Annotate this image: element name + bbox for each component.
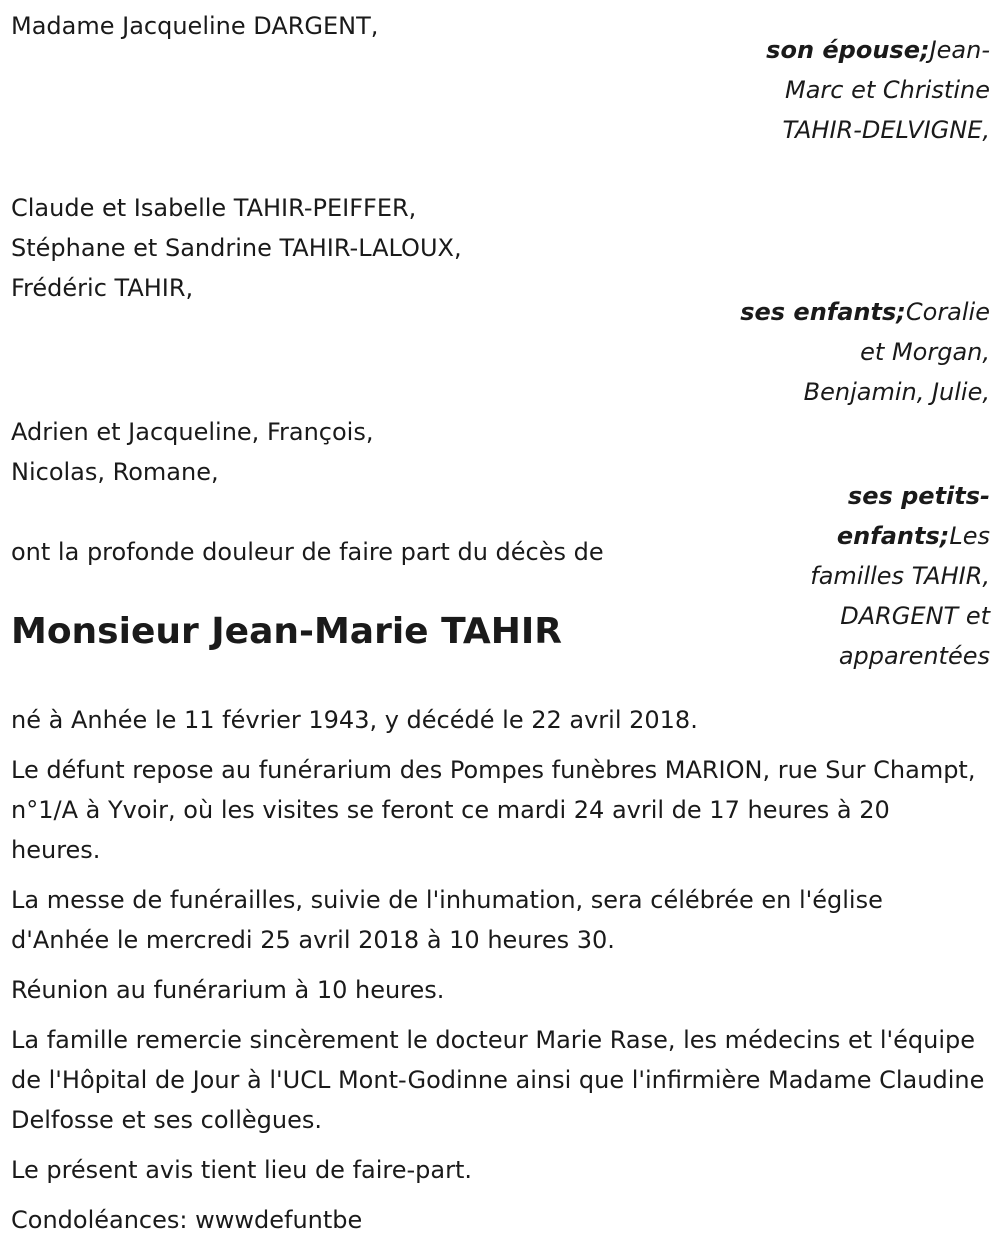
children-note: Coralie et Morgan, Benjamin, Julie, <box>803 298 990 406</box>
spouse-block <box>750 30 990 150</box>
paragraph-birth-death: né à Anhée le 11 février 1943, y décédé le 22 avril 2018. <box>11 706 698 734</box>
deceased-name: Monsieur Jean-Marie TAHIR <box>11 611 562 652</box>
spouse-label: son épouse; <box>766 36 930 64</box>
children-label: ses enfants; <box>740 298 906 326</box>
announcement: ont la profonde douleur de faire part du décès de <box>11 538 604 566</box>
grandchildren-label: ses petits-enfants; <box>836 482 990 550</box>
grandchildren-note: Les familles TAHIR, DARGENT et apparentées <box>810 522 990 670</box>
paragraph-meeting: Réunion au funérarium à 10 heures. <box>11 976 445 1004</box>
children-block <box>740 292 990 412</box>
spouse-name: Madame Jacqueline DARGENT, <box>11 12 379 40</box>
child-line: Stéphane et Sandrine TAHIR-LALOUX, <box>11 234 462 262</box>
paragraph-thanks: La famille remercie sincèrement le docteur Marie Rase, les médecins et l'équipe de l'Hôpital de Jour à l'UCL Mont-Godinne ainsi que l'infirmière Madame Claudine Delfosse et ses collègues. <box>11 1026 985 1134</box>
child-line: Claude et Isabelle TAHIR-PEIFFER, <box>11 194 417 222</box>
paragraph-condolences: Condoléances: wwwdefuntbe <box>11 1206 363 1234</box>
grandchildren-list <box>11 412 373 492</box>
child-line: Frédéric TAHIR, <box>11 274 194 302</box>
spouse-note: Jean-Marc et Christine TAHIR-DELVIGNE, <box>782 36 990 144</box>
grandchildren-block <box>790 476 990 676</box>
children-list <box>11 188 462 308</box>
paragraph-notice: Le présent avis tient lieu de faire-part. <box>11 1156 473 1184</box>
grandchild-line: Nicolas, Romane, <box>11 458 219 486</box>
obituary-body <box>11 700 986 1250</box>
grandchild-line: Adrien et Jacqueline, François, <box>11 418 374 446</box>
paragraph-funeral-mass: La messe de funérailles, suivie de l'inhumation, sera célébrée en l'église d'Anhée le mercredi 25 avril 2018 à 10 heures 30. <box>11 886 883 954</box>
paragraph-funerarium: Le défunt repose au funérarium des Pompes funèbres MARION, rue Sur Champt, n°1/A à Yvoir, où les visites se feront ce mardi 24 avril de 17 heures à 20 heures. <box>11 756 976 864</box>
